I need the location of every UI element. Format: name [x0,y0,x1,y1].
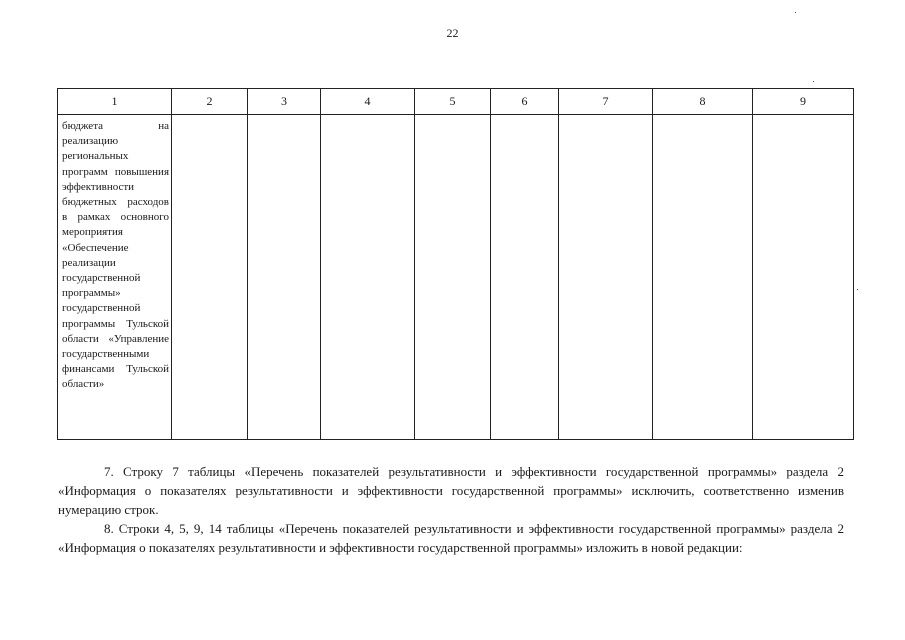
column-header: 4 [321,89,415,115]
scan-speck [857,289,858,290]
column-header: 7 [559,89,653,115]
table-cell [559,115,653,440]
column-header: 6 [491,89,559,115]
table-cell [58,115,172,440]
column-header: 8 [653,89,753,115]
column-header: 2 [172,89,248,115]
paragraph-item-8: 8. Строки 4, 5, 9, 14 таблицы «Перечень показателей результативности и эффективности государственной программы» раздела 2 «Информация о показателях результативности и эффективности государственной программы» изложить в новой редакции: [58,521,844,555]
table-cell [415,115,491,440]
column-header: 1 [58,89,172,115]
table-cell [653,115,753,440]
column-header: 3 [248,89,321,115]
table-cell [248,115,321,440]
scan-speck [795,12,796,13]
table-header-row [58,89,854,115]
table-cell [321,115,415,440]
row-description: бюджета на реализацию региональных программ повышения эффективности бюджетных расходов в рамках основного мероприятия «Обеспечение реализации государственной программы» государственной программы Тульской области «Управление государственными финансами Тульской области» [62,120,169,391]
indicator-table [57,88,854,440]
scan-speck [813,81,814,82]
column-header: 9 [753,89,854,115]
table-cell [491,115,559,440]
table-cell [172,115,248,440]
page-number: 22 [446,26,459,40]
column-header: 5 [415,89,491,115]
table-cell [753,115,854,440]
paragraph-item-7: 7. Строку 7 таблицы «Перечень показателей результативности и эффективности государственной программы» раздела 2 «Информация о показателях результативности и эффективности государственной программы» исключить, соответственно изменив нумерацию строк. [58,464,844,517]
table-row [58,115,854,440]
